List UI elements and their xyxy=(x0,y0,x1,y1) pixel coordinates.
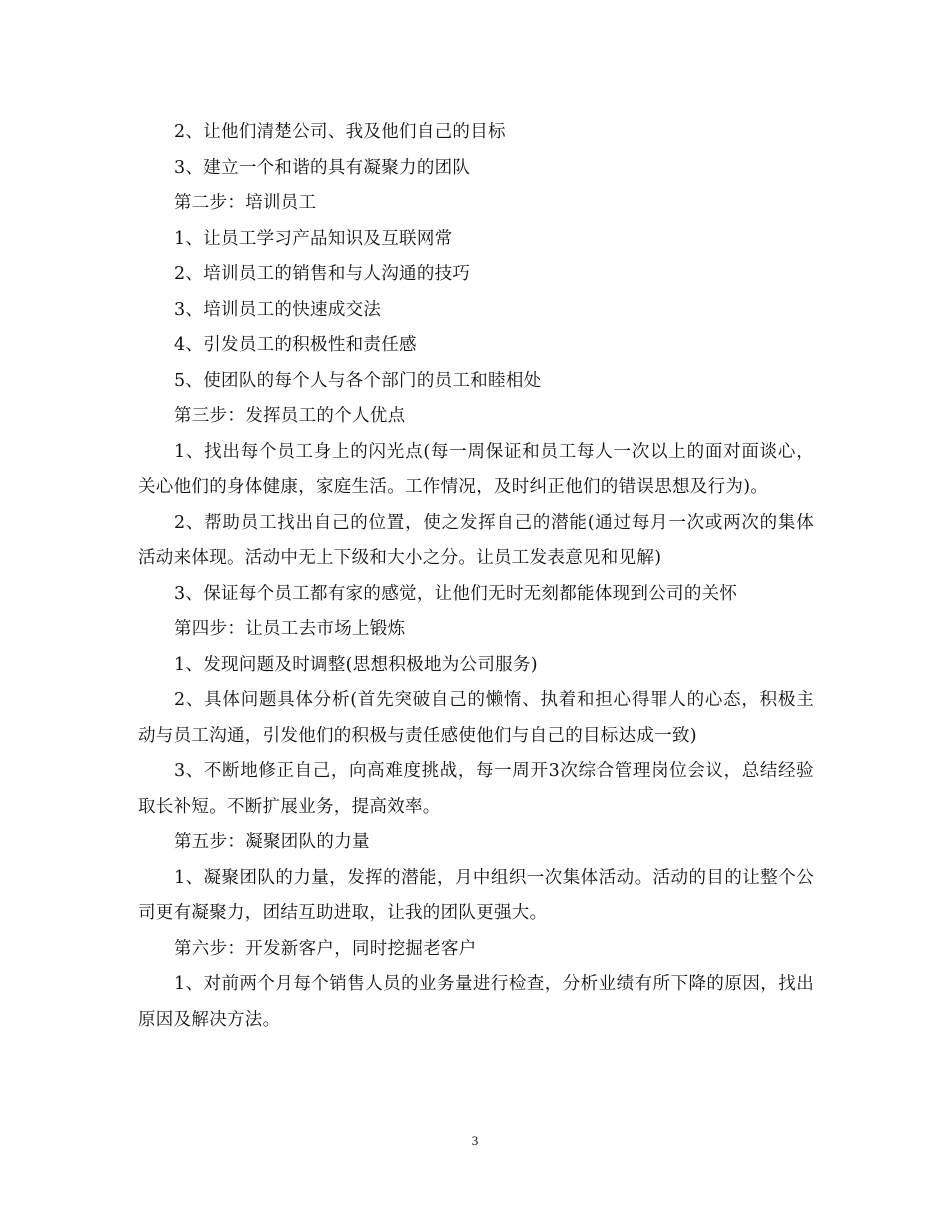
section-heading: 第五步：凝聚团队的力量 xyxy=(174,832,370,852)
paragraph: 3、不断地修正自己，向高难度挑战，每一周开3次综合管理岗位会议，总结经验取长补短。不断扩展业务，提高效率。 xyxy=(138,761,814,817)
document-body xyxy=(138,115,814,1038)
page-number: 3 xyxy=(471,1133,479,1148)
paragraph: 3、建立一个和谐的具有凝聚力的团队 xyxy=(174,157,471,178)
paragraph: 1、找出每个员工身上的闪光点(每一周保证和员工每人一次以上的面对面谈心，关心他们的身体健康，家庭生活。工作情况，及时纠正他们的错误思想及行为)。 xyxy=(138,441,814,497)
paragraph: 1、让员工学习产品知识及互联网常 xyxy=(174,228,453,249)
paragraph: 5、使团队的每个人与各个部门的员工和睦相处 xyxy=(174,370,542,391)
section-heading: 第二步：培训员工 xyxy=(174,193,317,213)
section-heading: 第四步：让员工去市场上锻炼 xyxy=(174,619,406,639)
paragraph: 4、引发员工的积极性和责任感 xyxy=(174,335,417,355)
section-heading: 第三步：发挥员工的个人优点 xyxy=(174,406,406,426)
paragraph: 3、培训员工的快速成交法 xyxy=(174,299,382,320)
section-heading: 第六步：开发新客户，同时挖掘老客户 xyxy=(174,938,477,959)
paragraph: 1、发现问题及时调整(思想积极地为公司服务) xyxy=(174,654,538,675)
paragraph: 2、具体问题具体分析(首先突破自己的懒惰、执着和担心得罪人的心态，积极主动与员工沟通，引发他们的积极与责任感使他们与自己的目标达成一致) xyxy=(138,690,814,746)
paragraph: 2、让他们清楚公司、我及他们自己的目标 xyxy=(174,122,506,142)
paragraph: 2、培训员工的销售和与人沟通的技巧 xyxy=(174,264,471,284)
paragraph: 3、保证每个员工都有家的感觉，让他们无时无刻都能体现到公司的关怀 xyxy=(174,583,738,604)
paragraph: 1、凝聚团队的力量，发挥的潜能，月中组织一次集体活动。活动的目的让整个公司更有凝聚力，团结互助进取，让我的团队更强大。 xyxy=(138,867,814,923)
paragraph: 2、帮助员工找出自己的位置，使之发挥自己的潜能(通过每月一次或两次的集体活动来体现。活动中无上下级和大小之分。让员工发表意见和见解) xyxy=(138,512,814,568)
paragraph: 1、对前两个月每个销售人员的业务量进行检查，分析业绩有所下降的原因，找出原因及解决方法。 xyxy=(138,974,814,1030)
